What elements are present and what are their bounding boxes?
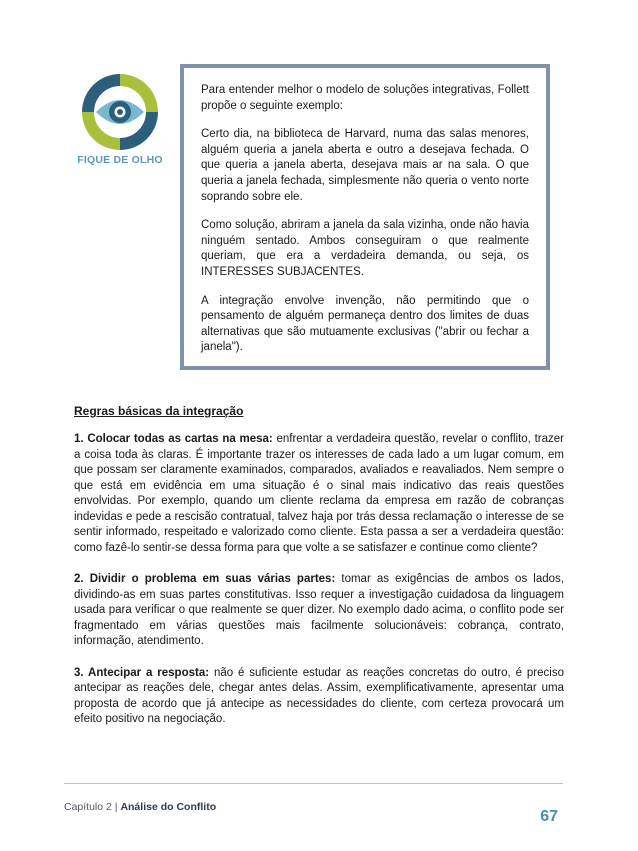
rule-paragraph [74,666,564,728]
section-heading: Regras básicas da integração [74,404,244,418]
footer-divider [64,783,563,784]
chapter-label: Capítulo 2 | [64,801,121,813]
rule-text: não é suficiente estudar as reações concretas do outro, é preciso antecipar as reações dele, chegar antes delas. Assim, exemplificativamente, apresentar uma proposta de acordo que já antecipe as necessidades do cliente, com certeza provocará um efeito positivo na negociação. [74,666,564,725]
rule-title: 1. Colocar todas as cartas na mesa: [74,433,273,445]
chapter-title: Análise do Conflito [120,801,217,813]
callout-paragraph: Para entender melhor o modelo de soluções integrativas, Follett propõe o seguinte exemplo: [201,84,529,112]
logo-caption: FIQUE DE OLHO [77,154,163,166]
callout-paragraph: A integração envolve invenção, não permitindo que o pensamento de alguém permaneça dentro dos limites de duas alternativas que são mutuamente exclusivas ("abrir ou fechar a janela"). [201,294,529,354]
callout-paragraph: Como solução, abriram a janela da sala vizinha, onde não havia ninguém sentado. Ambos conseguiram o que realmente queriam, que era a verdadeira demanda, ou seja, os INTERESSES SUBJACENTES. [201,219,529,278]
page-number: 67 [540,808,558,825]
callout-box [180,64,550,370]
rule-paragraph [74,572,564,650]
rule-title: 2. Dividir o problema em suas várias partes: [74,573,336,585]
eye-target-icon [80,72,160,152]
footer-chapter [64,801,216,813]
rule-text: tomar as exigências de ambos os lados, dividindo-as em suas partes constitutivas. Isso requer a investigação cuidadosa da linguagem usada para verificar o que realmente se quer dizer. No exemplo dado acima, o conflito pode ser fragmentado em várias questões mais facilmente solucionáveis: cobrança, contrato, informação, atendimento. [74,573,564,647]
rule-paragraph [74,432,564,556]
rule-title: 3. Antecipar a resposta: [74,666,210,679]
rule-text: enfrentar a verdadeira questão, revelar o conflito, trazer a coisa toda às claras. É importante trazer os interesses de cada lado a um lugar comum, em que possam ser claramente examinados, comparados, avaliados e reavaliados. Nem sempre o que está em evidência em uma situação é o sinal mais indicativo das reais questões envolvidas. Por exemplo, quando um cliente reclama da empresa em razão de cobranças indevidas e pede a rescisão contratual, talvez haja por trás dessa reclamação o interesse de se sentir informado, respeitado e valorizado como cliente. Esta passa a ser a verdadeira questão: como fazê-lo sentir-se dessa forma para que volte a se satisfazer e continue como cliente? [74,433,564,554]
callout-paragraph: Certo dia, na biblioteca de Harvard, numa das salas menores, alguém queria a janela aberta e outro a desejava fechada. O que queria a janela aberta, desejava mais ar na sala. O que queria a janela fechada, simplesmente não queria o vento norte soprando sobre ele. [201,128,529,203]
main-content [74,404,564,744]
